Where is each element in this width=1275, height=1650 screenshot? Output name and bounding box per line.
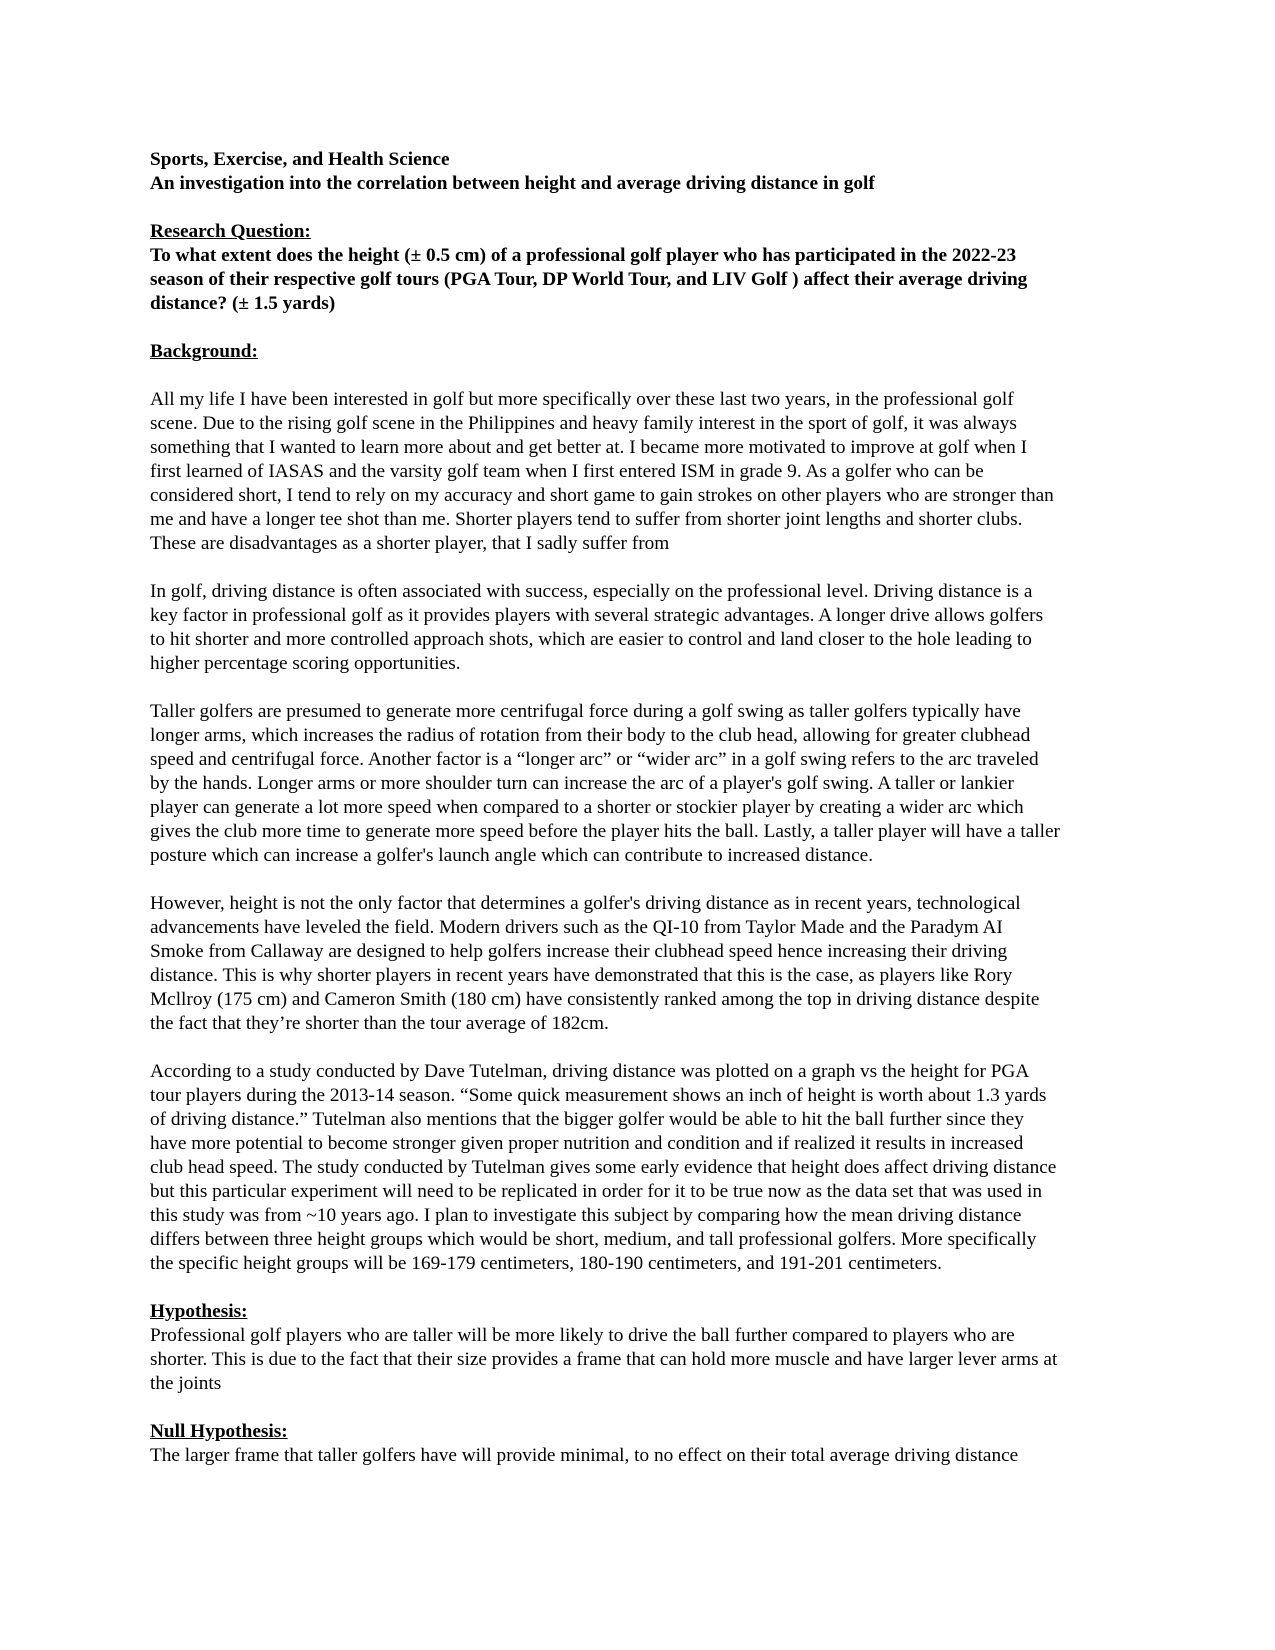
text-line: All my life I have been interested in golf but more specifically over these last two years, in the professional golf bbox=[150, 389, 1014, 410]
text-line: posture which can increase a golfer's launch angle which can contribute to increased distance. bbox=[150, 845, 874, 866]
null-hypothesis-text bbox=[150, 1444, 1135, 1468]
text-line: Mcllroy (175 cm) and Cameron Smith (180 cm) have consistently ranked among the top in driving distance despite bbox=[150, 989, 1040, 1010]
background-heading: Background: bbox=[150, 341, 258, 362]
text-line: The larger frame that taller golfers have will provide minimal, to no effect on their total average driving distance bbox=[150, 1445, 1019, 1466]
text-line: distance. This is why shorter players in recent years have demonstrated that this is the case, as players like Rory bbox=[150, 965, 1013, 986]
background-paragraph-1 bbox=[150, 388, 1135, 556]
text-line: These are disadvantages as a shorter player, that I sadly suffer from bbox=[150, 533, 670, 554]
research-question-heading: Research Question: bbox=[150, 221, 311, 242]
document-page bbox=[150, 148, 1135, 1468]
hypothesis-text bbox=[150, 1324, 1135, 1396]
text-line: higher percentage scoring opportunities. bbox=[150, 653, 461, 674]
text-line: but this particular experiment will need to be replicated in order for it to be true now as the data set that was used in bbox=[150, 1181, 1043, 1202]
text-line: longer arms, which increases the radius of rotation from their body to the club head, allowing for greater clubhead bbox=[150, 725, 1031, 746]
text-line: differs between three height groups which would be short, medium, and tall professional golfers. More specifically bbox=[150, 1229, 1037, 1250]
text-line: something that I wanted to learn more about and get better at. I became more motivated to improve at golf when I bbox=[150, 437, 1028, 458]
background-paragraph-4 bbox=[150, 892, 1135, 1036]
course-title: Sports, Exercise, and Health Science bbox=[150, 149, 450, 170]
text-line: the specific height groups will be 169-179 centimeters, 180-190 centimeters, and 191-201 centimeters. bbox=[150, 1253, 942, 1274]
text-line: by the hands. Longer arms or more shoulder turn can increase the arc of a player's golf swing. A taller or lankier bbox=[150, 773, 1014, 794]
text-line: this study was from ~10 years ago. I plan to investigate this subject by comparing how the mean driving distance bbox=[150, 1205, 1022, 1226]
background-paragraph-5 bbox=[150, 1060, 1135, 1276]
text-line: However, height is not the only factor that determines a golfer's driving distance as in recent years, technological bbox=[150, 893, 1021, 914]
text-line: Smoke from Callaway are designed to help golfers increase their clubhead speed hence increasing their driving bbox=[150, 941, 1008, 962]
null-hypothesis-heading: Null Hypothesis: bbox=[150, 1421, 288, 1442]
text-line: club head speed. The study conducted by Tutelman gives some early evidence that height does affect driving distance bbox=[150, 1157, 1057, 1178]
text-line: of driving distance.” Tutelman also mentions that the bigger golfer would be able to hit the ball further since they bbox=[150, 1109, 1024, 1130]
text-line: player can generate a lot more speed when compared to a shorter or stockier player by creating a wider arc which bbox=[150, 797, 1024, 818]
text-line: Professional golf players who are taller will be more likely to drive the ball further compared to players who are bbox=[150, 1325, 1015, 1346]
text-line: me and have a longer tee shot than me. Shorter players tend to suffer from shorter joint lengths and shorter clubs. bbox=[150, 509, 1023, 530]
text-line: first learned of IASAS and the varsity golf team when I first entered ISM in grade 9. As a golfer who can be bbox=[150, 461, 984, 482]
text-line: gives the club more time to generate more speed before the player hits the ball. Lastly, a taller player will have a taller bbox=[150, 821, 1060, 842]
text-line: Taller golfers are presumed to generate more centrifugal force during a golf swing as taller golfers typically have bbox=[150, 701, 1021, 722]
text-line: have more potential to become stronger given proper nutrition and condition and if realized it results in increased bbox=[150, 1133, 1024, 1154]
hypothesis-heading: Hypothesis: bbox=[150, 1301, 248, 1322]
text-line: considered short, I tend to rely on my accuracy and short game to gain strokes on other players who are stronger than bbox=[150, 485, 1054, 506]
text-line: the fact that they’re shorter than the tour average of 182cm. bbox=[150, 1013, 609, 1034]
text-line: key factor in professional golf as it provides players with several strategic advantages. A longer drive allows golfers bbox=[150, 605, 1044, 626]
research-question-text bbox=[150, 244, 1135, 316]
background-paragraph-3 bbox=[150, 700, 1135, 868]
text-line: shorter. This is due to the fact that their size provides a frame that can hold more muscle and have larger lever arms at bbox=[150, 1349, 1058, 1370]
text-line: According to a study conducted by Dave Tutelman, driving distance was plotted on a graph vs the height for PGA bbox=[150, 1061, 1030, 1082]
text-line: tour players during the 2013-14 season. “Some quick measurement shows an inch of height is worth about 1.3 yards bbox=[150, 1085, 1047, 1106]
text-line: In golf, driving distance is often associated with success, especially on the professional level. Driving distance is a bbox=[150, 581, 1033, 602]
research-question-line: distance? (± 1.5 yards) bbox=[150, 293, 336, 314]
research-question-line: season of their respective golf tours (PGA Tour, DP World Tour, and LIV Golf ) affect their average driving bbox=[150, 269, 1028, 290]
text-line: to hit shorter and more controlled approach shots, which are easier to control and land closer to the hole leading to bbox=[150, 629, 1032, 650]
text-line: speed and centrifugal force. Another factor is a “longer arc” or “wider arc” in a golf swing refers to the arc traveled bbox=[150, 749, 1039, 770]
document-title: An investigation into the correlation between height and average driving distance in golf bbox=[150, 173, 875, 194]
text-line: scene. Due to the rising golf scene in the Philippines and heavy family interest in the sport of golf, it was always bbox=[150, 413, 1017, 434]
background-paragraph-2 bbox=[150, 580, 1135, 676]
text-line: the joints bbox=[150, 1373, 222, 1394]
text-line: advancements have leveled the field. Modern drivers such as the QI-10 from Taylor Made and the Paradym AI bbox=[150, 917, 1003, 938]
research-question-line: To what extent does the height (± 0.5 cm) of a professional golf player who has participated in the 2022-23 bbox=[150, 245, 1017, 266]
